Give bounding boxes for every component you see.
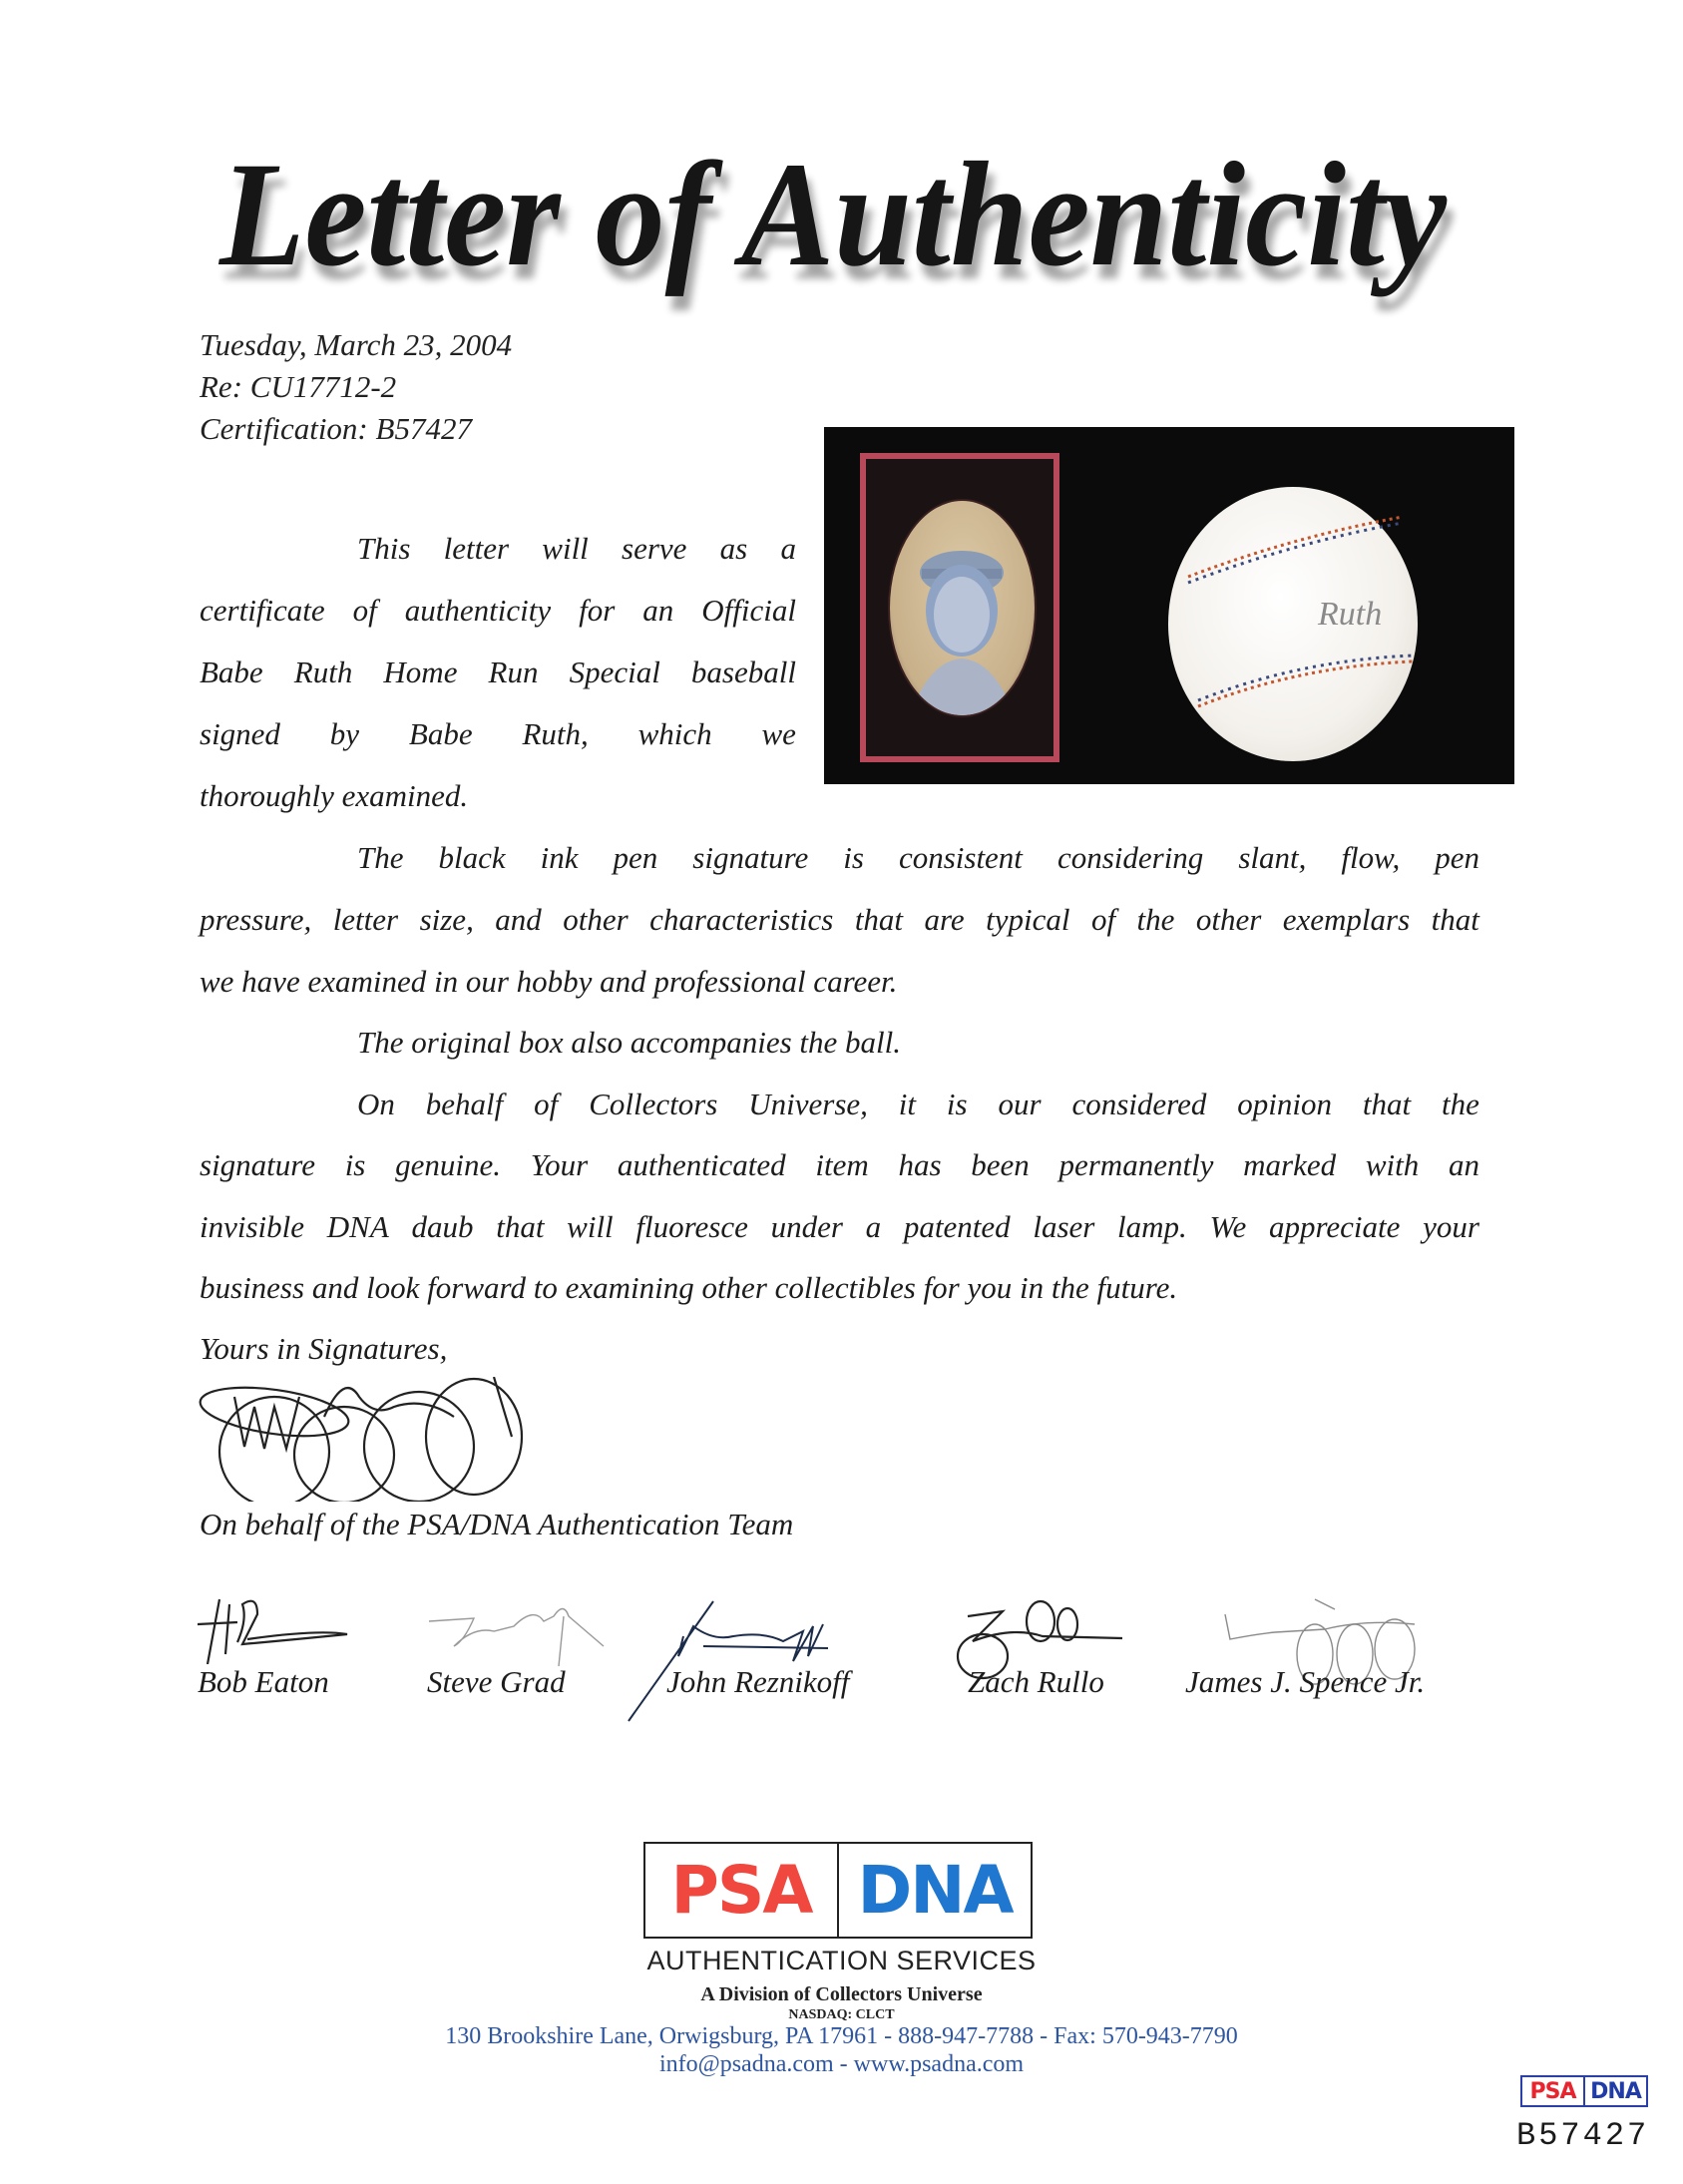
dna-logo-text: DNA xyxy=(857,1852,1013,1929)
paragraph-2-line-1: The black ink pen signature is consistent considering slant, flow, pen xyxy=(357,840,1479,875)
psa-logo-text: PSA xyxy=(645,1844,839,1937)
paragraph-1-line-3: Babe Ruth Home Run Special baseball xyxy=(200,655,796,689)
company-contact-links[interactable]: info@psadna.com - www.psadna.com xyxy=(658,2051,1025,2077)
paragraph-4-line-1: On behalf of Collectors Universe, it is our considered opinion that the xyxy=(357,1087,1479,1121)
main-signature-icon xyxy=(195,1377,539,1502)
company-address: 130 Brookshire Lane, Orwigsburg, PA 17961 - 888-947-7788 - Fax: 570-943-7790 xyxy=(445,2023,1238,2049)
signature-steve-grad-icon xyxy=(424,1596,614,1666)
paragraph-1-line-5: thoroughly examined. xyxy=(200,778,469,813)
signer-name: John Reznikoff xyxy=(666,1664,850,1699)
signature-bob-eaton-icon xyxy=(198,1594,357,1664)
authentication-services-tagline: AUTHENTICATION SERVICES xyxy=(646,1946,1037,1975)
paragraph-1-line-4: signed by Babe Ruth, which we xyxy=(200,716,796,751)
certification-number: Certification: B57427 xyxy=(200,411,472,446)
letter-date: Tuesday, March 23, 2004 xyxy=(200,327,513,362)
division-text: A Division of Collectors Universe xyxy=(700,1983,983,2005)
paragraph-1-line-2: certificate of authenticity for an Official xyxy=(200,593,796,628)
paragraph-2-line-3: we have examined in our hobby and professional career. xyxy=(200,964,898,999)
paragraph-2-line-2: pressure, letter size, and other characteristics that are typical of the other exemplars that xyxy=(200,902,1479,937)
paragraph-4-line-3: invisible DNA daub that will fluoresce under a patented laser lamp. We appreciate your xyxy=(200,1209,1479,1244)
closing-salutation: Yours in Signatures, xyxy=(200,1331,448,1366)
paragraph-4-line-2: signature is genuine. Your authenticated item has been permanently marked with an xyxy=(200,1147,1479,1182)
letter-title xyxy=(190,120,1476,319)
signer-name: Steve Grad xyxy=(427,1664,566,1699)
babe-ruth-portrait xyxy=(888,499,1037,717)
signer-name: Bob Eaton xyxy=(198,1664,329,1699)
reference-number: Re: CU17712-2 xyxy=(200,369,397,404)
signature-john-reznikoff-icon xyxy=(624,1596,893,1726)
signer-name: James J. Spence Jr. xyxy=(1185,1664,1426,1699)
on-behalf-line: On behalf of the PSA/DNA Authentication Team xyxy=(200,1507,794,1541)
signed-baseball-icon xyxy=(1168,487,1418,761)
paragraph-3: The original box also accompanies the ball. xyxy=(357,1025,902,1060)
svg-text:Ruth: Ruth xyxy=(1318,596,1383,633)
certification-sticker xyxy=(1506,2065,1650,2165)
signer-name: Zach Rullo xyxy=(968,1664,1104,1699)
nasdaq-ticker: NASDAQ: CLCT xyxy=(788,2007,895,2022)
baseball-box-icon xyxy=(860,453,1059,762)
paragraph-1-line-1: This letter will serve as a xyxy=(357,531,796,566)
paragraph-4-line-4: business and look forward to examining other collectibles for you in the future. xyxy=(200,1270,1178,1305)
item-photo xyxy=(824,427,1514,784)
psa-dna-logo xyxy=(643,1842,1033,1939)
sticker-cert-number: B57427 xyxy=(1516,2117,1650,2154)
sticker-psa-dna-logo: PSA DNA xyxy=(1520,2075,1648,2107)
svg-text:Letter of Authenticity: Letter of Authenticity xyxy=(217,132,1449,297)
